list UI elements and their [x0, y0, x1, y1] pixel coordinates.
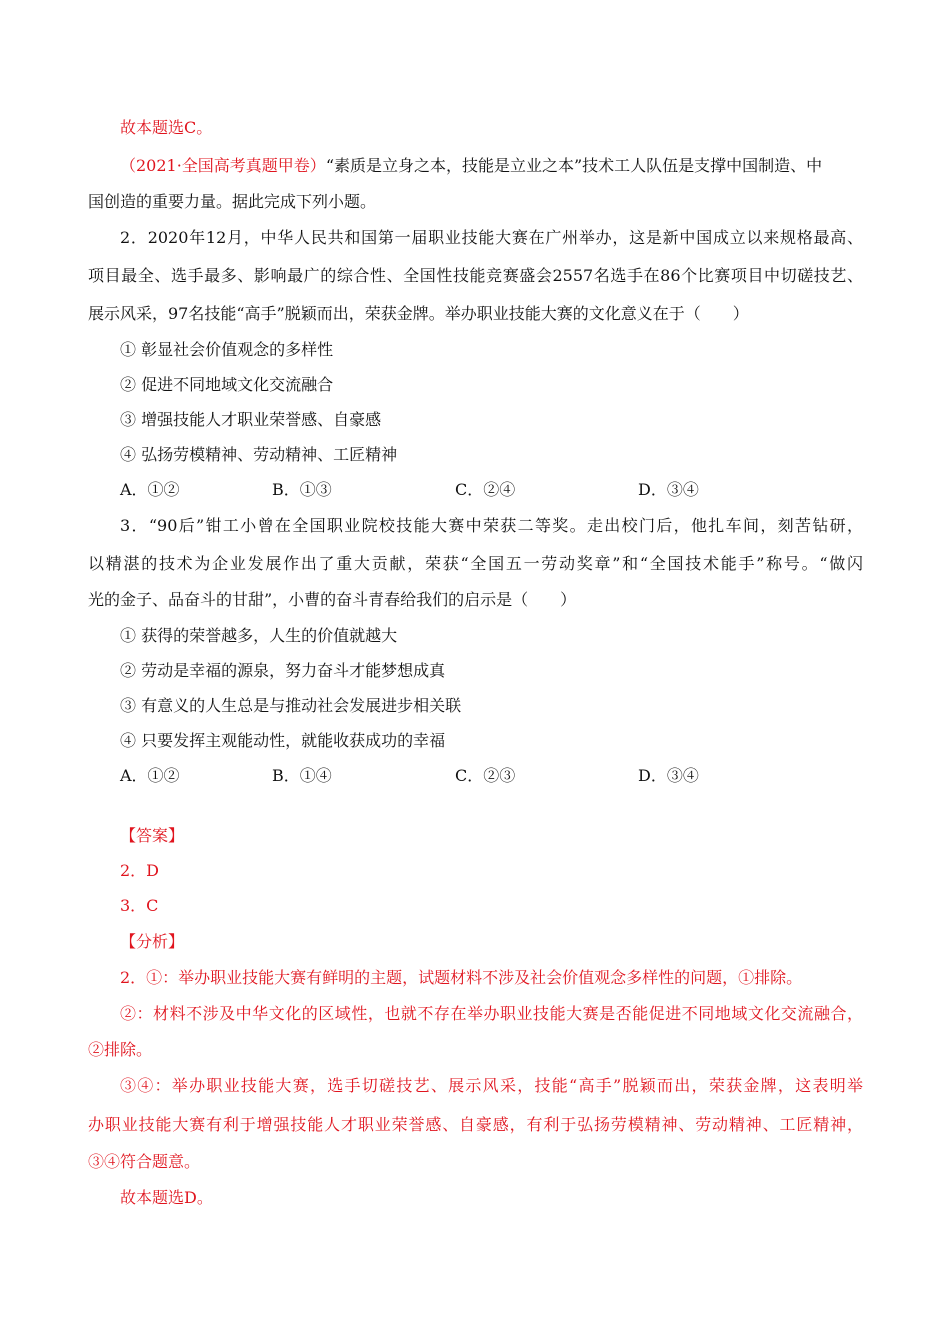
analysis-conclusion: 故本题选D。 — [120, 1188, 213, 1207]
prev-answer-tail: 故本题选C。 — [120, 118, 213, 137]
passage-source: （2021·全国高考真题甲卷） — [120, 156, 326, 175]
answer-item-2: 2．D — [120, 861, 160, 880]
q2-stem-line-2: 项目最全、选手最多、影响最广的综合性、全国性技能竞赛盛会2557名选手在86个比赛项目中切磋技艺、 — [88, 266, 863, 285]
passage-text-1: “素质是立身之本，技能是立业之本”技术工人队伍是支撑中国制造、中 — [325, 156, 823, 175]
answer-item-3: 3．C — [120, 896, 159, 915]
analysis-p2-line-1: ②：材料不涉及中华文化的区域性，也就不存在举办职业技能大赛是否能促进不同地域文化交流融合， — [120, 1004, 863, 1023]
q3-option-d: D．③④ — [638, 766, 699, 785]
q3-stem-line-3: 光的金子、品奋斗的甘甜”，小曹的奋斗青春给我们的启示是（ ） — [88, 590, 577, 609]
q2-stem-line-3: 展示风采，97名技能“高手”脱颖而出，荣获金牌。举办职业技能大赛的文化意义在于（ ） — [88, 304, 749, 323]
analysis-heading: 【分析】 — [120, 932, 185, 951]
analysis-p3-line-3: ③④符合题意。 — [88, 1152, 201, 1171]
q2-option-a: A．①② — [120, 480, 180, 499]
q2-item-2: ② 促进不同地域文化交流融合 — [120, 375, 334, 394]
q3-item-2: ② 劳动是幸福的源泉，努力奋斗才能梦想成真 — [120, 661, 446, 680]
q3-item-1: ① 获得的荣誉越多，人生的价值就越大 — [120, 626, 398, 645]
q2-item-3: ③ 增强技能人才职业荣誉感、自豪感 — [120, 410, 382, 429]
q3-stem-line-1: 3．“90后”钳工小曾在全国职业院校技能大赛中荣获二等奖。走出校门后，他扎车间，刻苦钻研， — [120, 516, 863, 535]
q2-stem-line-1: 2．2020年12月，中华人民共和国第一届职业技能大赛在广州举办，这是新中国成立以来规格最高、 — [120, 228, 863, 247]
passage-line-1 — [120, 156, 863, 176]
q2-item-4: ④ 弘扬劳模精神、劳动精神、工匠精神 — [120, 445, 398, 464]
q3-option-c: C．②③ — [455, 766, 516, 785]
q2-option-c: C．②④ — [455, 480, 516, 499]
analysis-p3-line-2: 办职业技能大赛有利于增强技能人才职业荣誉感、自豪感，有利于弘扬劳模精神、劳动精神、工匠精神， — [88, 1115, 863, 1134]
analysis-p2-line-2: ②排除。 — [88, 1040, 153, 1059]
q3-item-4: ④ 只要发挥主观能动性，就能收获成功的幸福 — [120, 731, 446, 750]
analysis-p1: 2．①：举办职业技能大赛有鲜明的主题，试题材料不涉及社会价值观念多样性的问题，①排除。 — [120, 968, 803, 987]
q3-item-3: ③ 有意义的人生总是与推动社会发展进步相关联 — [120, 696, 462, 715]
q2-option-d: D．③④ — [638, 480, 699, 499]
q3-option-b: B．①④ — [272, 766, 332, 785]
q2-item-1: ① 彰显社会价值观念的多样性 — [120, 340, 334, 359]
passage-line-2: 国创造的重要力量。据此完成下列小题。 — [88, 192, 377, 211]
q2-option-b: B．①③ — [272, 480, 332, 499]
analysis-p3-line-1: ③④：举办职业技能大赛，选手切磋技艺、展示风采，技能“高手”脱颖而出，荣获金牌，这表明举 — [120, 1076, 863, 1095]
q3-option-a: A．①② — [120, 766, 180, 785]
q3-stem-line-2: 以精湛的技术为企业发展作出了重大贡献，荣获“全国五一劳动奖章”和“全国技术能手”称号。“做闪 — [88, 554, 863, 573]
answer-heading: 【答案】 — [120, 826, 185, 845]
